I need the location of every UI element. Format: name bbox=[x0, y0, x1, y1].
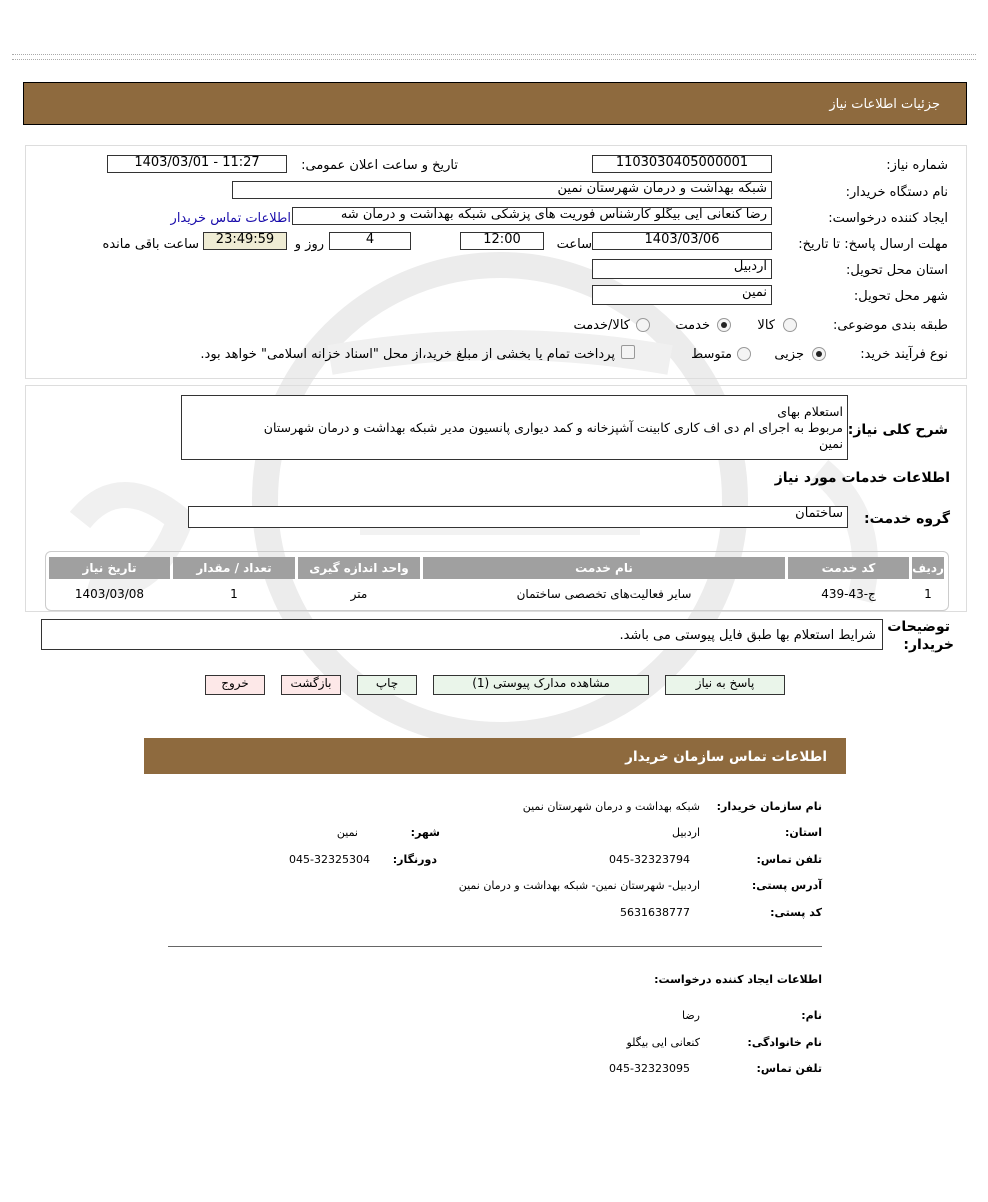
requester-phone-value: 045-32323095 bbox=[609, 1062, 690, 1075]
process-minor-radio[interactable] bbox=[812, 347, 826, 361]
col-date-header: تاریخ نیاز bbox=[49, 557, 170, 579]
deadline-label: مهلت ارسال پاسخ: تا تاریخ: bbox=[798, 237, 948, 252]
category-both-radio[interactable] bbox=[636, 318, 650, 332]
contact-province-value: اردبیل bbox=[672, 826, 700, 839]
buyer-org-field[interactable]: شبکه بهداشت و درمان شهرستان نمین bbox=[232, 181, 772, 199]
fax-label: دورنگار: bbox=[392, 853, 437, 866]
buyer-notes-label-2: خریدار: bbox=[903, 637, 954, 653]
category-service-label: خدمت bbox=[675, 318, 710, 333]
description-line-2: مربوط به اجرای ام دی اف کاری کابینت آشپزخانه و کمد دیواری پانسیون مدیر شبکه بهداشت و درمان شهرستان bbox=[263, 420, 843, 435]
contact-province-label: استان: bbox=[785, 826, 822, 839]
hour-label: ساعت bbox=[556, 237, 592, 252]
category-both-label: کالا/خدمت bbox=[573, 318, 630, 333]
city-label: شهر محل تحویل: bbox=[853, 289, 948, 304]
contact-divider bbox=[168, 946, 822, 947]
city-field[interactable]: نمین bbox=[592, 285, 772, 305]
buyer-notes-label-1: توضیحات bbox=[887, 619, 950, 635]
requester-name-label: نام: bbox=[801, 1009, 822, 1022]
buyer-org-label: نام دستگاه خریدار: bbox=[845, 185, 948, 200]
description-line-1: استعلام بهای bbox=[777, 404, 843, 419]
process-medium-radio[interactable] bbox=[737, 347, 751, 361]
buyer-notes-box[interactable]: شرایط استعلام بها طبق فایل پیوستی می باشد. bbox=[41, 619, 883, 650]
category-goods-label: کالا bbox=[757, 318, 775, 333]
cell-qty: 1 bbox=[230, 587, 238, 601]
category-label: طبقه بندی موضوعی: bbox=[832, 318, 948, 333]
deadline-time-field[interactable]: 12:00 bbox=[460, 232, 544, 250]
service-group-label: گروه خدمت: bbox=[864, 511, 950, 527]
process-minor-label: جزیی bbox=[774, 347, 804, 362]
col-row-header: ردیف bbox=[912, 557, 944, 579]
description-box[interactable] bbox=[181, 395, 848, 460]
cell-code: ج-43-439 bbox=[821, 587, 876, 601]
postal-label: کد پستی: bbox=[770, 906, 822, 919]
creator-label: ایجاد کننده درخواست: bbox=[828, 211, 948, 226]
fax-value: 045-32325304 bbox=[289, 853, 370, 866]
category-goods-radio[interactable] bbox=[783, 318, 797, 332]
address-value: اردبیل- شهرستان نمین- شبکه بهداشت و درمان نمین bbox=[458, 879, 700, 892]
cell-name: سایر فعالیت‌های تخصصی ساختمان bbox=[516, 587, 692, 601]
exit-button[interactable]: خروج bbox=[205, 675, 265, 695]
process-label: نوع فرآیند خرید: bbox=[860, 347, 948, 362]
description-label: شرح کلی نیاز: bbox=[847, 422, 948, 438]
service-group-field[interactable]: ساختمان bbox=[188, 506, 848, 528]
requester-name-value: رضا bbox=[681, 1009, 700, 1022]
process-medium-label: متوسط bbox=[691, 347, 732, 362]
top-divider bbox=[12, 54, 976, 60]
col-unit-header: واحد اندازه گیری bbox=[298, 557, 420, 579]
col-code-header: کد خدمت bbox=[788, 557, 909, 579]
contact-city-value: نمین bbox=[336, 826, 358, 839]
services-section-title: اطلاعات خدمات مورد نیاز bbox=[774, 470, 950, 486]
cell-row: 1 bbox=[924, 587, 932, 601]
details-title: جزئیات اطلاعات نیاز bbox=[829, 97, 940, 112]
province-field[interactable]: اردبیل bbox=[592, 259, 772, 279]
contact-title: اطلاعات تماس سازمان خریدار bbox=[625, 749, 827, 765]
reply-button[interactable]: پاسخ به نیاز bbox=[665, 675, 785, 695]
category-service-radio[interactable] bbox=[717, 318, 731, 332]
province-label: استان محل تحویل: bbox=[846, 263, 948, 278]
requester-family-label: نام خانوادگی: bbox=[747, 1036, 822, 1049]
need-number-label: شماره نیاز: bbox=[886, 158, 948, 173]
contact-header bbox=[144, 738, 846, 774]
treasury-payment-checkbox[interactable] bbox=[621, 345, 635, 359]
announce-label: تاریخ و ساعت اعلان عمومی: bbox=[301, 158, 458, 173]
announce-field[interactable]: 1403/03/01 - 11:27 bbox=[107, 155, 287, 173]
buyer-contact-link[interactable]: اطلاعات تماس خریدار bbox=[170, 211, 291, 226]
contact-phone-label: تلفن تماس: bbox=[756, 853, 822, 866]
col-qty-header: تعداد / مقدار bbox=[173, 557, 295, 579]
cell-date: 1403/03/08 bbox=[74, 587, 145, 601]
contact-city-label: شهر: bbox=[410, 826, 440, 839]
creator-field[interactable]: رضا کنعانی ایی بیگلو کارشناس فوریت های پزشکی شبکه بهداشت و درمان شه bbox=[292, 207, 772, 225]
col-name-header: نام خدمت bbox=[423, 557, 785, 579]
deadline-date-field[interactable]: 1403/03/06 bbox=[592, 232, 772, 250]
address-label: آدرس پستی: bbox=[751, 879, 822, 892]
need-number-field[interactable]: 1103030405000001 bbox=[592, 155, 772, 173]
details-header bbox=[23, 82, 967, 125]
postal-value: 5631638777 bbox=[620, 906, 690, 919]
view-attachments-button[interactable]: مشاهده مدارک پیوستی (1) bbox=[433, 675, 649, 695]
days-label: روز و bbox=[294, 237, 324, 252]
remaining-time-field: 23:49:59 bbox=[203, 232, 287, 250]
days-field[interactable]: 4 bbox=[329, 232, 411, 250]
remaining-label: ساعت باقی مانده bbox=[102, 237, 199, 252]
back-button[interactable]: بازگشت bbox=[281, 675, 341, 695]
description-line-3: نمین bbox=[819, 436, 843, 451]
requester-title: اطلاعات ایجاد کننده درخواست: bbox=[654, 973, 822, 986]
requester-phone-label: تلفن تماس: bbox=[756, 1062, 822, 1075]
print-button[interactable]: چاپ bbox=[357, 675, 417, 695]
org-label: نام سازمان خریدار: bbox=[716, 800, 822, 813]
cell-unit: متر bbox=[350, 587, 368, 601]
requester-family-value: کنعانی ایی بیگلو bbox=[626, 1036, 700, 1049]
contact-phone-value: 045-32323794 bbox=[609, 853, 690, 866]
payment-note: پرداخت تمام یا بخشی از مبلغ خرید،از محل "اسناد خزانه اسلامی" خواهد بود. bbox=[200, 347, 615, 362]
org-value: شبکه بهداشت و درمان شهرستان نمین bbox=[522, 800, 700, 813]
